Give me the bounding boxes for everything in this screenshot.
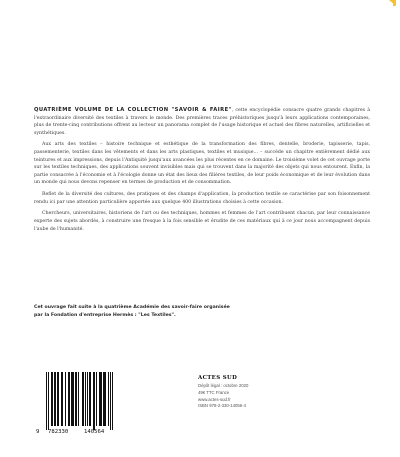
paragraph-arts: Aux arts des textiles – histoire technique et esthétique de la transformation des fibres, dentelle, broderie, tapisserie, tapis, passementerie, textiles dans les vêtements et dans les arts plastiques, textiles et musique… – succède un chapitre entièrement dédié aux teintures et aux impressions, depuis l'Antiquité jusqu'aux avancées les plus récentes en ce domaine. Le troisième volet de cet ouvrage porte sur les textiles techniques, des applications souvent invisibles mais qui se trouvent dans la majorité des objets qui nous entourent. Enfin, la partie consacrée à l'économie et à l'écologie donne un état des lieux des filières textiles, de leur poids économique et de leur évolution dans un monde qui nous devons repenser en termes de production et de consommation. [34,142,370,186]
back-cover-text [34,106,370,237]
publisher-website: www.actes-sud.fr [198,396,231,402]
publisher-block [198,374,348,410]
barcode-group-2: 140564 [84,429,105,435]
paragraph-intro-text: , cette encyclopédie consacre quatre grands chapitres à l'extraordinaire diversité des textiles à travers le monde. Des premières traces préhistoriques jusqu'à leurs applications contemporaines, plus de trente-cinq contributions offrent au lecteur un panorama complet de l'usage historique et actuel des fibres naturelles, artificielles et synthétiques. [34,108,370,136]
credit-note [34,304,334,320]
paragraph-intro [34,106,370,137]
collection-title: QUATRIÈME VOLUME DE LA COLLECTION "SAVOIR & FAIRE" [34,107,232,113]
corner-mark-icon [386,0,396,8]
credit-line-2: par la Fondation d'entreprise Hermès : "Les Textiles". [34,312,176,318]
isbn-barcode [32,372,124,442]
price: 49€ TTC France [198,390,230,396]
paragraph-diversity: Reflet de la diversité des cultures, des pratiques et des champs d'application, la production textile se caractérise par son foisonnement rendu ici par une attention particulière apportée aux quelque 400 illustrations choisies à cette occasion. [34,192,370,205]
legal-deposit: Dépôt légal : octobre 2020 [198,383,249,389]
barcode-lead-digit: 9 [36,429,40,435]
barcode-bars [44,372,120,432]
credit-line-1: Cet ouvrage fait suite à la quatrième Académie des savoir-faire organisée [34,305,230,310]
isbn: ISBN 978-2-330-14056-4 [198,403,247,409]
publisher-logo: ACTES SUD [198,375,238,381]
paragraph-contributors: Chercheurs, universitaires, historiens de l'art ou des techniques, hommes et femmes de l'art contribuent chacun, par leur connaissance experte des sujets abordés, à construire une fresque à la fois sensible et érudite de ces matériaux qui à ce jour nous accompagnent depuis l'aube de l'humanité. [34,211,370,232]
barcode-group-1: 782330 [48,429,69,435]
